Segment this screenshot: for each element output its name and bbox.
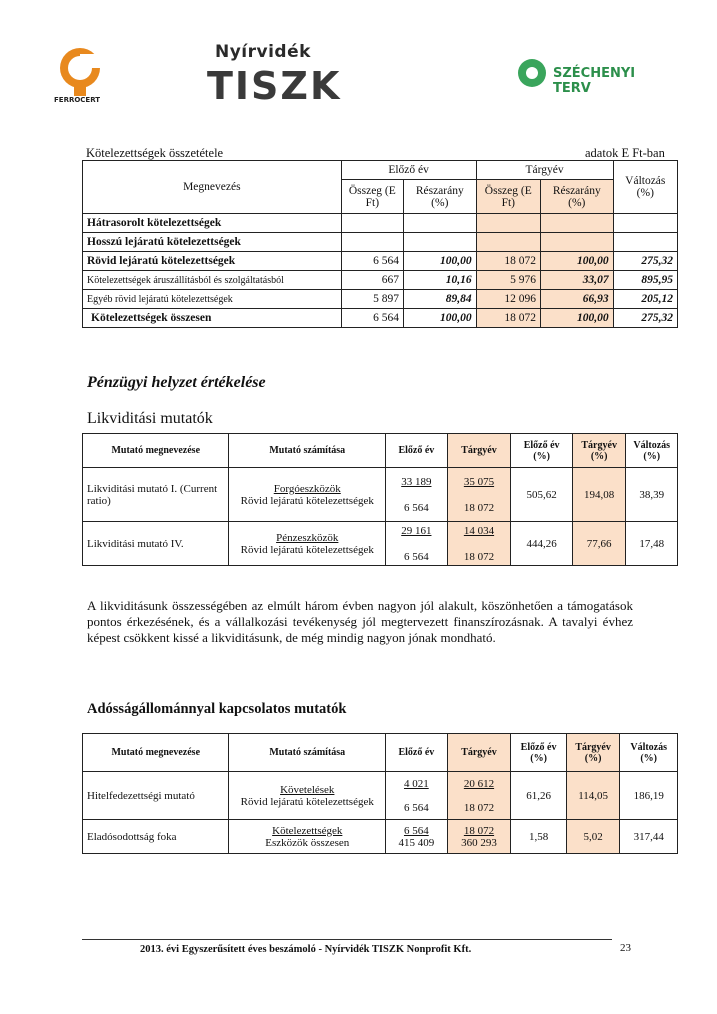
prev-amount [341, 214, 403, 233]
prev-share: 100,00 [404, 309, 477, 328]
hdr-curr-pct: Tárgyév (%) [566, 734, 620, 772]
curr-share: 33,07 [540, 271, 613, 290]
row-calc [229, 772, 386, 820]
curr-values [447, 468, 511, 522]
liquidity-title: Likviditási mutatók [87, 410, 213, 427]
hdr-change: Változás (%) [620, 734, 678, 772]
numerator: Forgóeszközök [273, 482, 341, 495]
prev-denominator: 6 564 [403, 550, 429, 563]
curr-numerator: 14 034 [463, 524, 495, 537]
hdr-calc: Mutató számítása [229, 434, 386, 468]
curr-amount: 18 072 [476, 252, 540, 271]
ferrocert-logo [54, 44, 110, 112]
denominator: Rövid lejáratú kötelezettségek [240, 494, 374, 507]
curr-denominator: 18 072 [463, 501, 495, 514]
hdr-curr-pct: Tárgyév (%) [572, 434, 626, 468]
curr-numerator: 20 612 [463, 777, 495, 790]
liquidity-table [82, 433, 678, 566]
row-calc [229, 468, 386, 522]
prev-denominator: 6 564 [403, 501, 429, 514]
liabilities-table [82, 160, 678, 328]
table-row [83, 214, 678, 233]
curr-share: 100,00 [540, 309, 613, 328]
prev-pct: 505,62 [511, 468, 573, 522]
tiszk-logo-top: Nyírvidék [215, 42, 311, 62]
table-row [83, 468, 678, 522]
hdr-prev: Előző év [386, 734, 448, 772]
curr-amount: 5 976 [476, 271, 540, 290]
prev-numerator: 6 564 [403, 824, 429, 837]
prev-values [386, 820, 448, 854]
curr-pct: 114,05 [566, 772, 620, 820]
page-number: 23 [620, 942, 631, 954]
numerator: Követelések [280, 783, 335, 796]
curr-amount: 12 096 [476, 290, 540, 309]
prev-share: 89,84 [404, 290, 477, 309]
change: 275,32 [613, 309, 677, 328]
szechenyi-terv-text: SZÉCHENYI TERV [553, 66, 636, 96]
hdr-name: Mutató megnevezése [83, 734, 229, 772]
prev-amount: 6 564 [341, 309, 403, 328]
hdr-change: Változás (%) [626, 434, 678, 468]
col-curr-header: Tárgyév [476, 161, 613, 180]
table-row [83, 290, 678, 309]
hdr-prev-pct: Előző év (%) [511, 434, 573, 468]
curr-pct: 77,66 [572, 522, 626, 566]
row-calc [229, 522, 386, 566]
prev-pct: 61,26 [511, 772, 567, 820]
row-name: Likviditási mutató I. (Current ratio) [83, 468, 229, 522]
numerator: Kötelezettségek [272, 824, 343, 837]
curr-values [447, 820, 511, 854]
change [613, 233, 677, 252]
row-name: Kötelezettségek áruszállításból és szolgáltatásból [83, 271, 342, 290]
footer-text: 2013. évi Egyszerűsített éves beszámoló - Nyírvidék TISZK Nonprofit Kft. [140, 944, 472, 955]
curr-amount [476, 214, 540, 233]
prev-share: 10,16 [404, 271, 477, 290]
col-prev-amount-header: Összeg (E Ft) [341, 180, 403, 214]
prev-share [404, 214, 477, 233]
prev-values [386, 772, 448, 820]
table-row [83, 820, 678, 854]
curr-pct: 5,02 [566, 820, 620, 854]
prev-pct: 1,58 [511, 820, 567, 854]
curr-amount: 18 072 [476, 309, 540, 328]
row-name: Hátrasorolt kötelezettségek [83, 214, 342, 233]
tiszk-logo-big: TISZK [207, 64, 342, 108]
change: 205,12 [613, 290, 677, 309]
prev-amount: 667 [341, 271, 403, 290]
change: 275,32 [613, 252, 677, 271]
curr-share [540, 233, 613, 252]
denominator: Eszközök összesen [265, 836, 350, 849]
col-change-header: Változás (%) [613, 161, 677, 214]
prev-denominator: 415 409 [398, 836, 435, 849]
curr-share [540, 214, 613, 233]
curr-share: 100,00 [540, 252, 613, 271]
section-title: Pénzügyi helyzet értékelése [87, 374, 266, 391]
curr-values [447, 772, 511, 820]
curr-denominator: 18 072 [463, 550, 495, 563]
prev-pct: 444,26 [511, 522, 573, 566]
curr-numerator: 18 072 [463, 824, 495, 837]
table-row [83, 233, 678, 252]
row-name: Eladósodottság foka [83, 820, 229, 854]
row-calc [229, 820, 386, 854]
denominator: Rövid lejáratú kötelezettségek [240, 543, 374, 556]
tiszk-logo [205, 42, 355, 114]
col-curr-share-header: Részarány (%) [540, 180, 613, 214]
prev-values [386, 522, 448, 566]
curr-denominator: 360 293 [461, 836, 497, 849]
hdr-calc: Mutató számítása [229, 734, 386, 772]
change: 317,44 [620, 820, 678, 854]
table-row-total [83, 309, 678, 328]
szechenyi-terv-logo [517, 58, 667, 96]
change: 17,48 [626, 522, 678, 566]
row-name: Hitelfedezettségi mutató [83, 772, 229, 820]
prev-values [386, 468, 448, 522]
liabilities-title: Kötelezettségek összetétele [86, 146, 224, 160]
debt-table [82, 733, 678, 854]
curr-numerator: 35 075 [463, 475, 495, 488]
ferrocert-logo-text: FERROCERT [54, 96, 101, 104]
col-name-header: Megnevezés [83, 161, 342, 214]
hdr-prev-pct: Előző év (%) [511, 734, 567, 772]
debt-title: Adósságállománnyal kapcsolatos mutatók [87, 701, 347, 717]
footer-divider [82, 939, 612, 940]
table-row [83, 271, 678, 290]
change: 895,95 [613, 271, 677, 290]
table-row [83, 522, 678, 566]
hdr-curr: Tárgyév [447, 734, 511, 772]
row-name: Likviditási mutató IV. [83, 522, 229, 566]
hdr-prev: Előző év [386, 434, 448, 468]
table-row [83, 772, 678, 820]
row-name: Kötelezettségek összesen [83, 309, 342, 328]
liabilities-unit: adatok E Ft-ban [585, 146, 665, 160]
prev-share: 100,00 [404, 252, 477, 271]
prev-share [404, 233, 477, 252]
col-curr-amount-header: Összeg (E Ft) [476, 180, 540, 214]
row-name: Rövid lejáratú kötelezettségek [83, 252, 342, 271]
change: 38,39 [626, 468, 678, 522]
curr-amount [476, 233, 540, 252]
row-name: Hosszú lejáratú kötelezettségek [83, 233, 342, 252]
prev-amount: 6 564 [341, 252, 403, 271]
prev-numerator: 4 021 [403, 777, 429, 790]
curr-values [447, 522, 511, 566]
prev-numerator: 33 189 [401, 475, 432, 488]
liquidity-paragraph: A likviditásunk összességében az elmúlt három évben nagyon jól alakult, köszönhetően a támogatások pontos érkezésének, és a vállalkozási tevékenység jól megtervezett finanszírozásnak. A tavalyi évhez képest csökkent kissé a likviditásunk, de még mindig nagyon jónak mondható. [87, 598, 633, 645]
prev-amount [341, 233, 403, 252]
curr-pct: 194,08 [572, 468, 626, 522]
hdr-curr: Tárgyév [447, 434, 511, 468]
curr-denominator: 18 072 [463, 801, 495, 814]
numerator: Pénzeszközök [276, 531, 339, 544]
col-prev-header: Előző év [341, 161, 476, 180]
col-prev-share-header: Részarány (%) [404, 180, 477, 214]
row-name: Egyéb rövid lejáratú kötelezettségek [83, 290, 342, 309]
table-row [83, 252, 678, 271]
prev-denominator: 6 564 [403, 801, 429, 814]
prev-amount: 5 897 [341, 290, 403, 309]
prev-numerator: 29 161 [401, 524, 432, 537]
change: 186,19 [620, 772, 678, 820]
change [613, 214, 677, 233]
denominator: Rövid lejáratú kötelezettségek [240, 795, 374, 808]
hdr-name: Mutató megnevezése [83, 434, 229, 468]
curr-share: 66,93 [540, 290, 613, 309]
